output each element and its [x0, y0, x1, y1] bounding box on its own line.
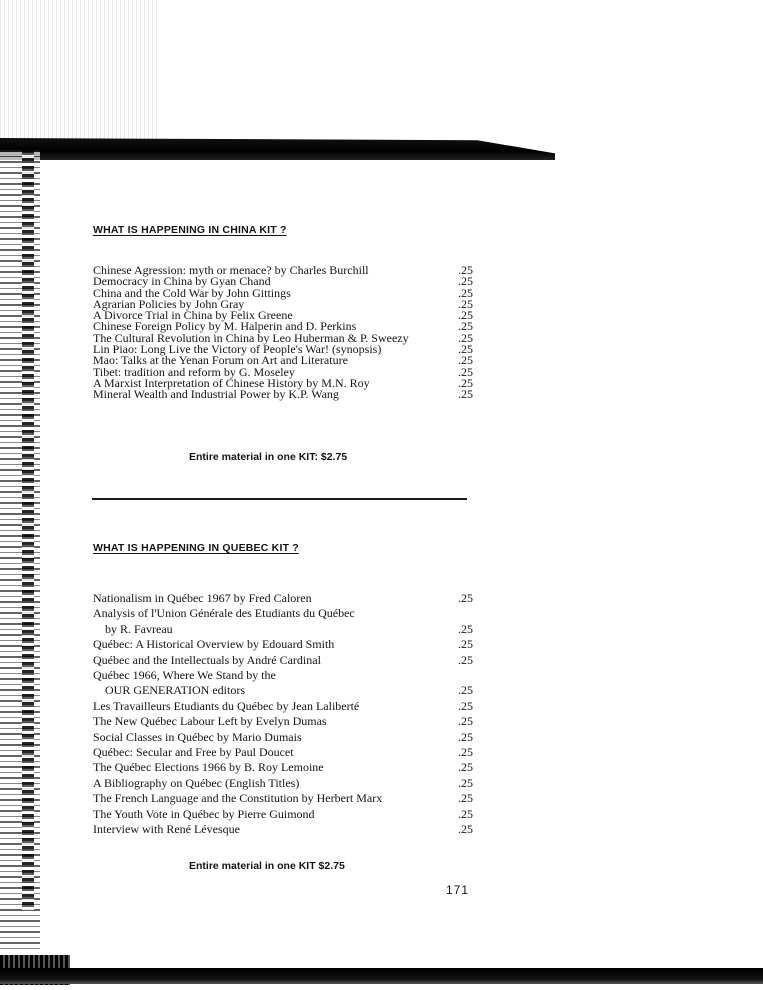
item-title: Nationalism in Québec 1967 by Fred Caloren [93, 591, 312, 605]
item-title: The Québec Elections 1966 by B. Roy Lemoine [93, 760, 324, 775]
item-price: .25 [458, 353, 473, 368]
list-item [93, 389, 473, 400]
quebec-kit-heading: WHAT IS HAPPENING IN QUEBEC KIT ? [93, 542, 299, 554]
quebec-kit-price: Entire material in one KIT $2.75 [189, 860, 345, 872]
section-divider [92, 498, 467, 500]
quebec-kit-list [93, 591, 473, 838]
item-price: .25 [458, 342, 473, 357]
china-kit-list [93, 265, 473, 401]
item-price: .25 [458, 621, 473, 636]
item-price: .25 [458, 683, 473, 698]
item-title: The Youth Vote in Québec by Pierre Guimond [93, 806, 315, 821]
list-item [93, 776, 473, 791]
item-title: Mao: Talks at the Yenan Forum on Art and Literature [93, 353, 348, 368]
item-price: .25 [458, 729, 473, 744]
item-title: Québec and the Intellectuals by André Cardinal [93, 652, 321, 667]
item-title-continuation: by R. Favreau [105, 621, 173, 636]
item-title: Democracy in China by Gyan Chand [93, 274, 271, 289]
page-number: 171 [446, 883, 470, 897]
item-price: .25 [458, 296, 473, 311]
item-price: .25 [458, 637, 473, 652]
item-title: Les Travailleurs Etudiants du Québec by Jean Laliberté [93, 698, 360, 713]
item-price: .25 [458, 387, 473, 402]
item-price: .25 [458, 375, 473, 390]
item-price: .25 [458, 364, 473, 379]
item-title: Tibet: tradition and reform by G. Moseley [93, 364, 295, 379]
item-title: The New Québec Labour Left by Evelyn Dumas [93, 714, 327, 729]
item-price: .25 [458, 698, 473, 713]
item-title-line: Québec 1966, Where We Stand by the [93, 668, 276, 683]
item-price: .25 [458, 308, 473, 323]
scan-binding-shadow [22, 150, 34, 910]
item-price: .25 [458, 775, 473, 790]
item-price: .25 [458, 285, 473, 300]
item-price: .25 [458, 591, 473, 605]
item-price: .25 [458, 745, 473, 760]
item-title: Agrarian Policies by John Gray [93, 296, 245, 311]
item-price: .25 [458, 806, 473, 821]
scan-bottom-shadow [0, 968, 763, 984]
item-title: Mineral Wealth and Industrial Power by K.P. Wang [93, 387, 339, 402]
list-item [93, 822, 473, 837]
scan-binding-edge [0, 150, 40, 950]
list-item [93, 791, 473, 806]
item-title: A Bibliography on Québec (English Titles) [93, 775, 300, 790]
list-item [93, 807, 473, 822]
item-price: .25 [458, 263, 473, 277]
list-item [93, 637, 473, 652]
list-item [93, 745, 473, 760]
item-title [93, 668, 455, 699]
item-title: The Cultural Revolution in China by Leo Huberman & P. Sweezy [93, 330, 409, 345]
item-title-line: Analysis of l'Union Générale des Etudiants du Québec [93, 606, 355, 621]
item-price: .25 [458, 274, 473, 289]
item-price: .25 [458, 319, 473, 334]
item-price: .25 [458, 714, 473, 729]
scan-top-shadow [0, 138, 555, 160]
item-title: Interview with René Lévesque [93, 822, 240, 837]
list-item [93, 591, 473, 606]
item-title: A Marxist Interpretation of Chinese History by M.N. Roy [93, 375, 370, 390]
item-title: The French Language and the Constitution by Herbert Marx [93, 791, 383, 806]
item-price: .25 [458, 760, 473, 775]
item-title: Québec: Secular and Free by Paul Doucet [93, 745, 294, 760]
list-item [93, 714, 473, 729]
china-kit-heading: WHAT IS HAPPENING IN CHINA KIT ? [93, 224, 287, 236]
list-item [93, 730, 473, 745]
scan-noise [0, 0, 160, 140]
list-item [93, 668, 473, 699]
list-item [93, 699, 473, 714]
item-title: Chinese Foreign Policy by M. Halperin and D. Perkins [93, 319, 357, 334]
item-title: Québec: A Historical Overview by Edouard Smith [93, 637, 335, 652]
china-kit-price: Entire material in one KIT: $2.75 [189, 451, 348, 463]
item-price: .25 [458, 652, 473, 667]
item-title: Social Classes in Québec by Mario Dumais [93, 729, 302, 744]
item-title: A Divorce Trial in China by Felix Greene [93, 308, 293, 323]
item-title: Lin Piao: Long Live the Victory of People's War! (synopsis) [93, 342, 382, 357]
item-title [93, 606, 455, 637]
item-price: .25 [458, 330, 473, 345]
item-title-continuation: OUR GENERATION editors [105, 683, 245, 698]
item-price: .25 [458, 822, 473, 837]
list-item [93, 760, 473, 775]
item-title: China and the Cold War by John Gittings [93, 285, 291, 300]
list-item [93, 653, 473, 668]
item-price: .25 [458, 791, 473, 806]
item-title: Chinese Agression: myth or menace? by Charles Burchill [93, 263, 369, 277]
list-item [93, 606, 473, 637]
